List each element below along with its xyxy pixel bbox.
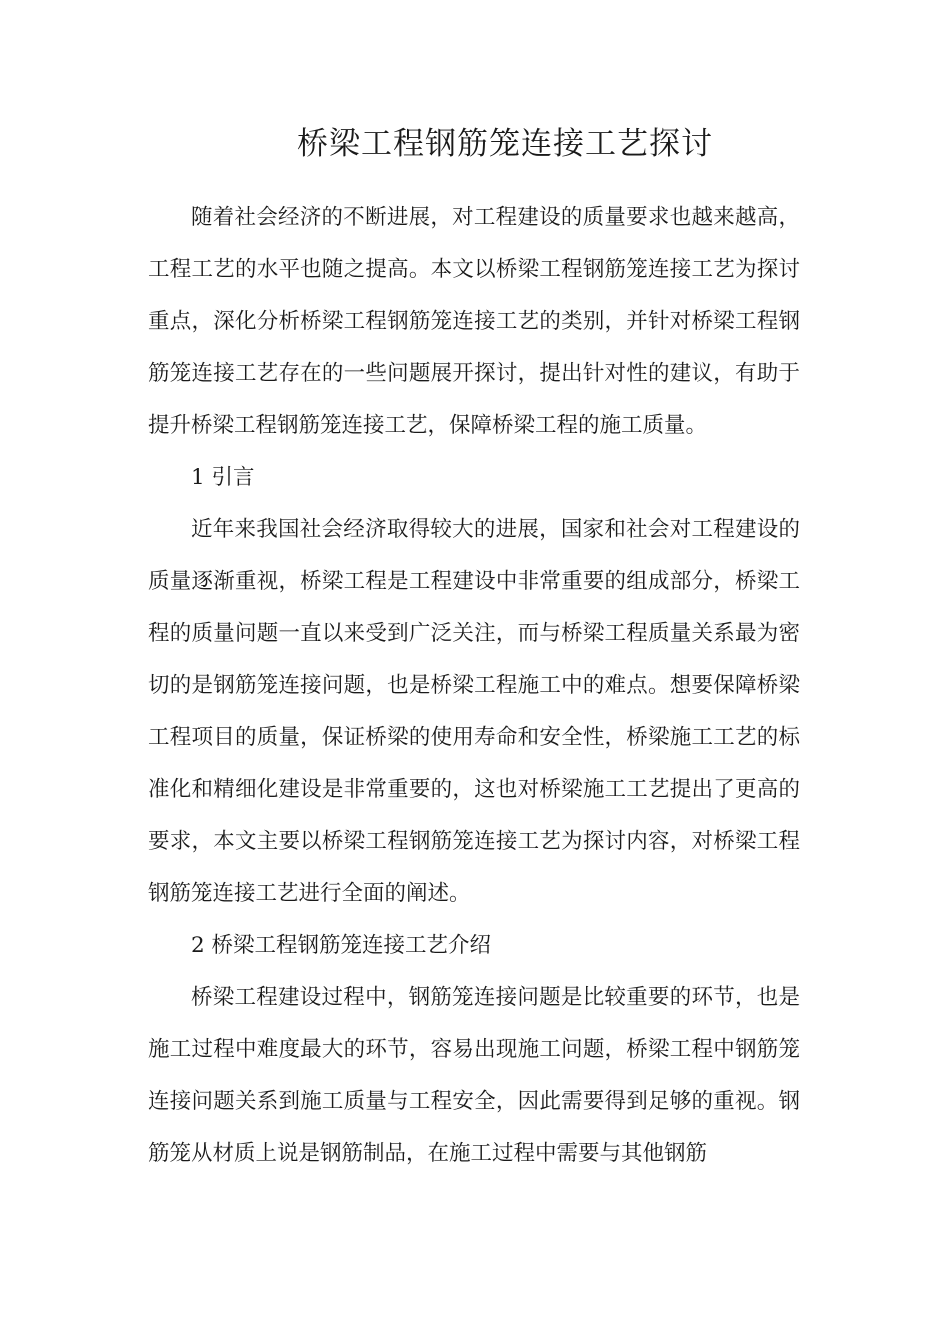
document-body — [148, 192, 800, 1180]
section-paragraph-introduction: 近年来我国社会经济取得较大的进展，国家和社会对工程建设的质量逐渐重视，桥梁工程是工程建设中非常重要的组成部分，桥梁工程的质量问题一直以来受到广泛关注，而与桥梁工程质量关系最为密切的是钢筋笼连接问题，也是桥梁工程施工中的难点。想要保障桥梁工程项目的质量，保证桥梁的使用寿命和安全性，桥梁施工工艺的标准化和精细化建设是非常重要的，这也对桥梁施工工艺提出了更高的要求，本文主要以桥梁工程钢筋笼连接工艺为探讨内容，对桥梁工程钢筋笼连接工艺进行全面的阐述。 — [148, 517, 800, 906]
section-heading-introduction: 1 引言 — [191, 465, 255, 490]
section-paragraph-process-overview: 桥梁工程建设过程中，钢筋笼连接问题是比较重要的环节，也是施工过程中难度最大的环节，容易出现施工问题，桥梁工程中钢筋笼连接问题关系到施工质量与工程安全，因此需要得到足够的重视。钢筋笼从材质上说是钢筋制品，在施工过程中需要与其他钢筋 — [148, 985, 800, 1166]
document-title: 桥梁工程钢筋笼连接工艺探讨 — [297, 126, 713, 162]
section-heading-process-overview: 2 桥梁工程钢筋笼连接工艺介绍 — [191, 933, 492, 958]
abstract-paragraph: 随着社会经济的不断进展，对工程建设的质量要求也越来越高，工程工艺的水平也随之提高。本文以桥梁工程钢筋笼连接工艺为探讨重点，深化分析桥梁工程钢筋笼连接工艺的类别，并针对桥梁工程钢筋笼连接工艺存在的一些问题展开探讨，提出针对性的建议，有助于提升桥梁工程钢筋笼连接工艺，保障桥梁工程的施工质量。 — [148, 205, 800, 438]
